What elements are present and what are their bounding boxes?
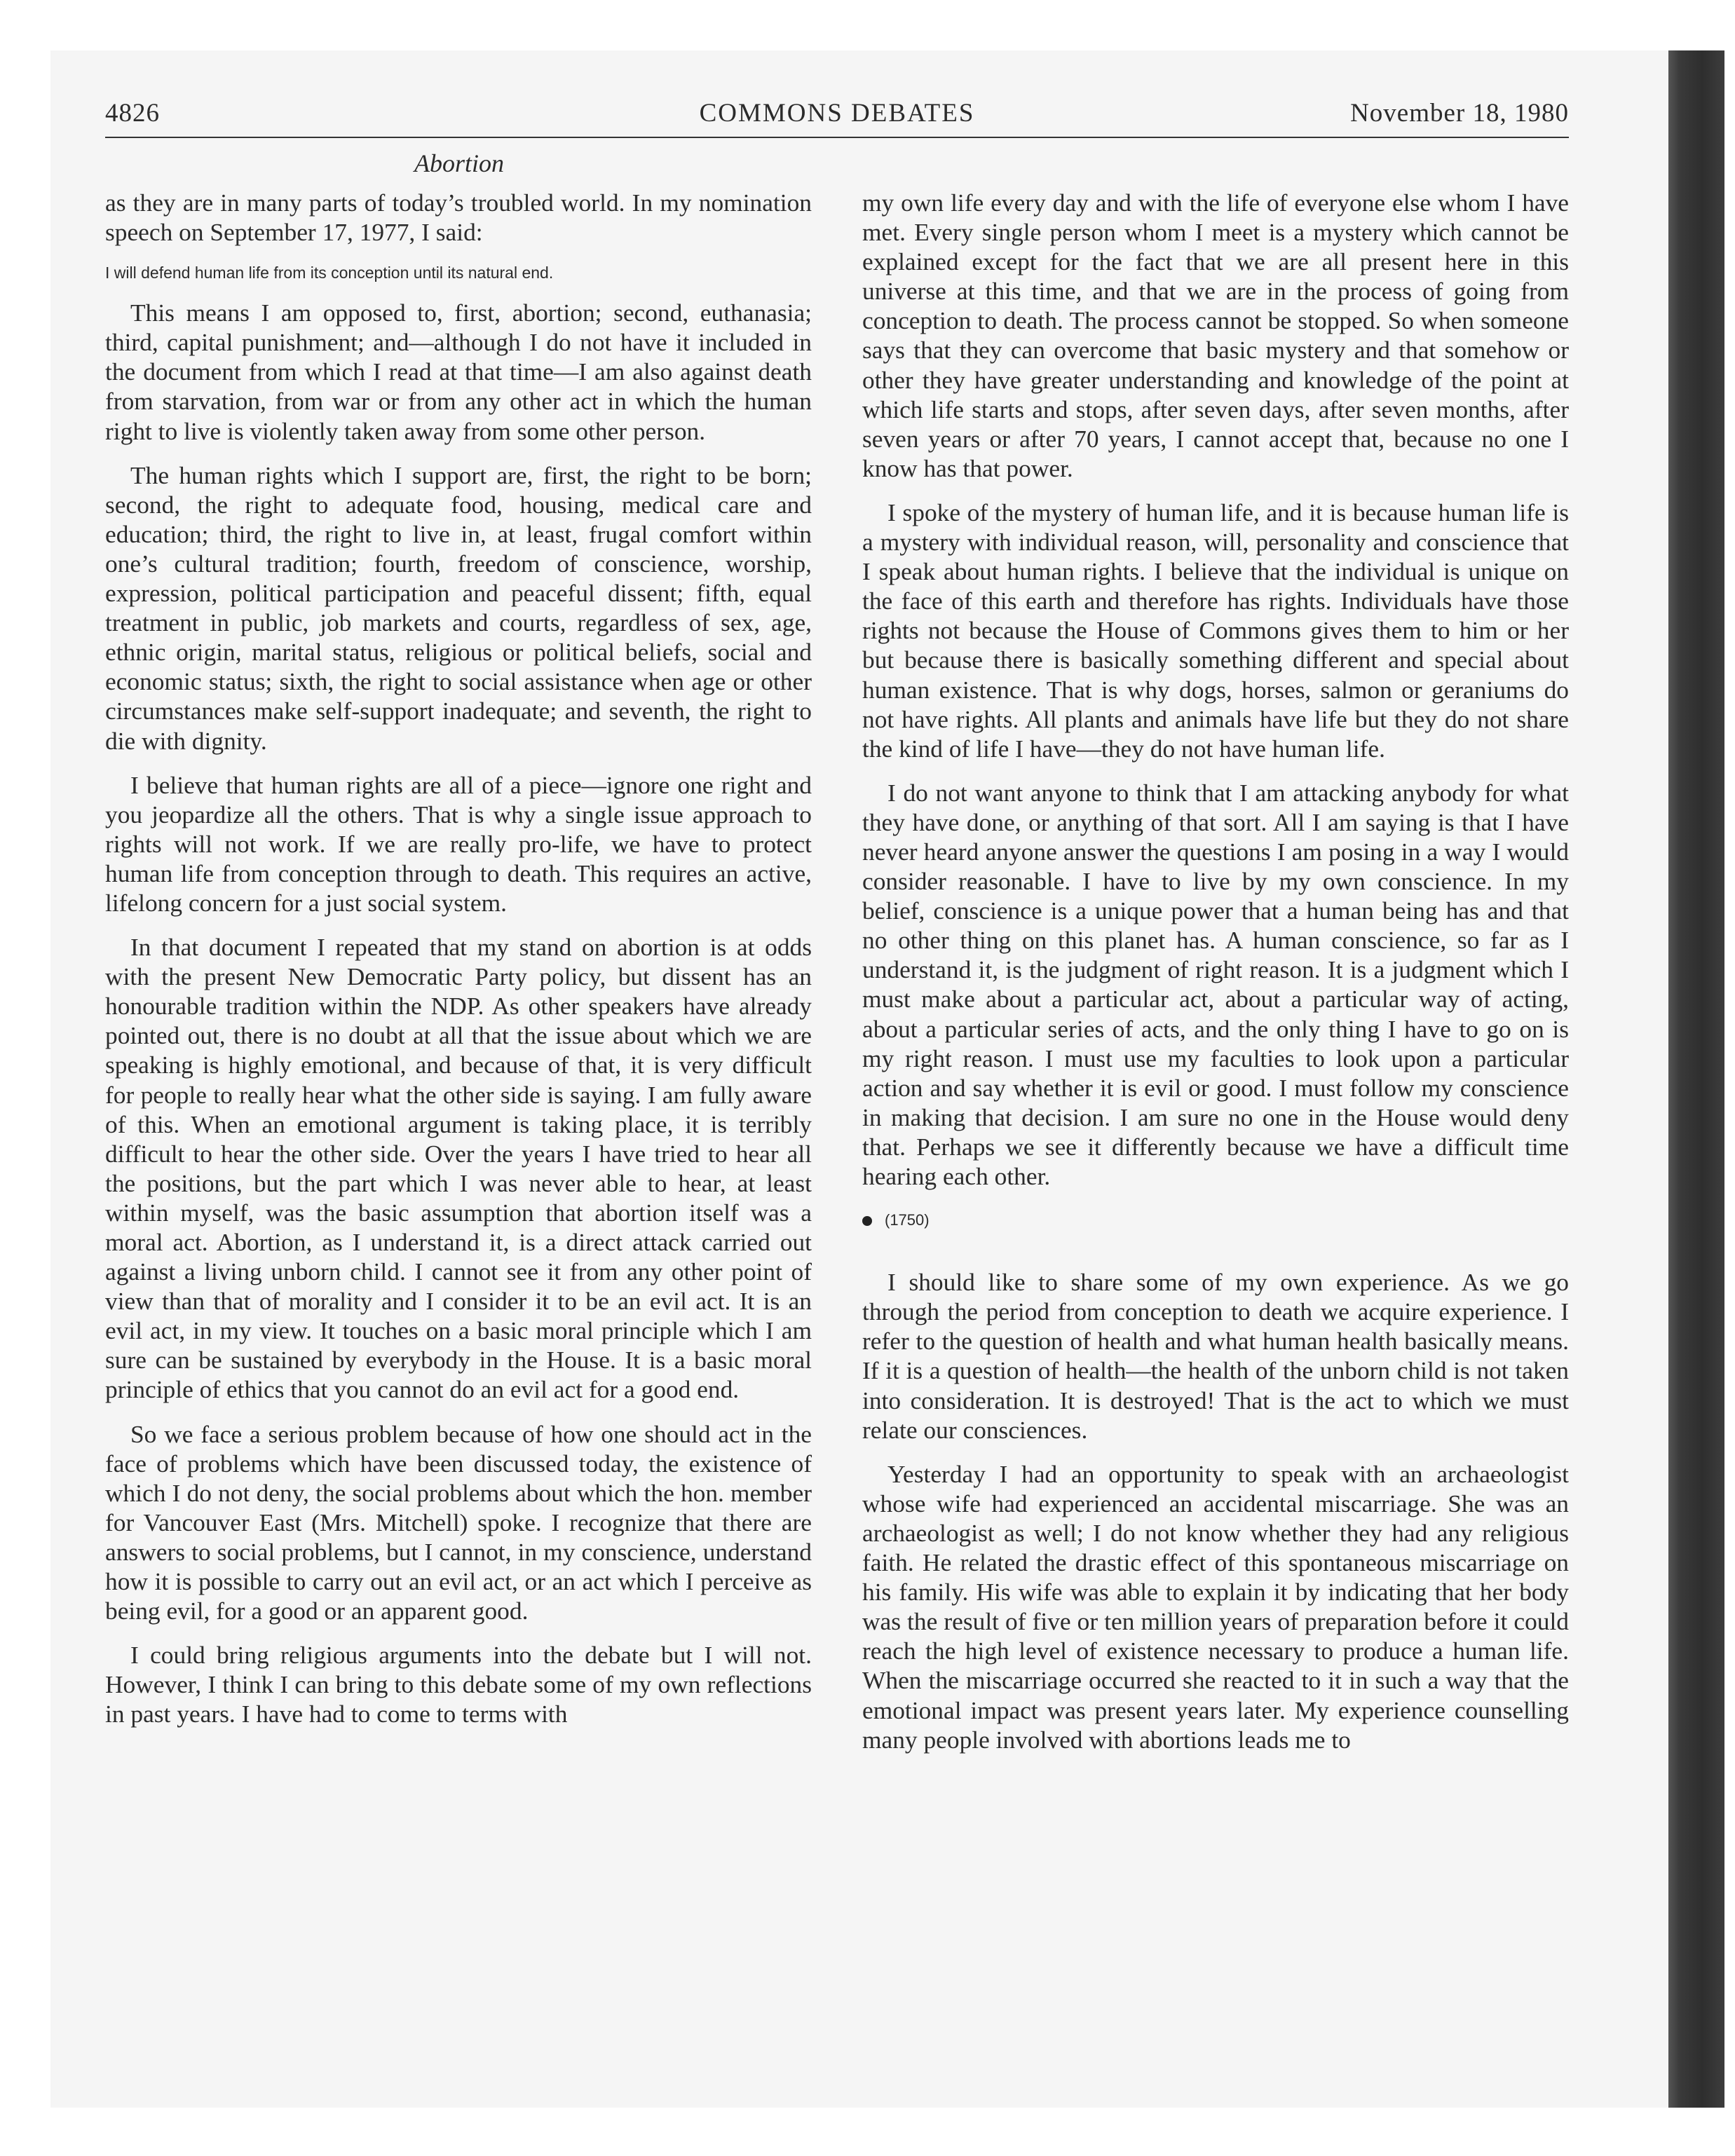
right-column [862,188,1569,1769]
bullet-icon [862,1216,872,1226]
paragraph: In that document I repeated that my stand on abortion is at odds with the present New Democratic Party policy, but dissent has an honourable tradition within the NDP. As other speakers have already pointed out, there is no doubt at all that the issue about which we are speaking is highly emotional, and because of that, it is very difficult for people to really hear what the other side is saying. I am fully aware of this. When an emotional argument is taking place, it is terribly difficult to hear the other side. Over the years I have tried to hear all the positions, but the part which I was never able to hear, at least within myself, was the basic assumption that abortion itself was a moral act. Abortion, as I understand it, is a direct attack carried out against a living unborn child. I cannot see it from any other point of view than that of morality and I consider it to be an evil act. It is an evil act, in my view. It touches on a basic moral principle which I am sure can be sustained by everybody in the House. It is a basic moral principle of ethics that you cannot do an evil act for a good end. [105,933,812,1404]
paragraph: as they are in many parts of today’s troubled world. In my nomination speech on September 17, 1977, I said: [105,189,812,247]
paragraph: my own life every day and with the life of everyone else whom I have met. Every single person whom I meet is a mystery which cannot be explained except for the fact that we are all present here in this universe at this time, and that we are in the process of going from conception to death. The process cannot be stopped. So when someone says that they can overcome that basic mystery and that somehow or other they have greater understanding and knowledge of the point at which life starts and stops, after seven days, after seven months, after seven years or after 70 years, I cannot accept that, because no one I know has that power. [862,189,1569,482]
paragraph: So we face a serious problem because of how one should act in the face of problems which have been discussed today, the existence of which I do not deny, the social problems about which the hon. member for Vancouver East (Mrs. Mitchell) spoke. I recognize that there are answers to social problems, but I cannot, in my conscience, understand how it is possible to carry out an evil act, or an act which I perceive as being evil, for a good or an apparent good. [105,1419,812,1625]
paragraph: I could bring religious arguments into the debate but I will not. However, I think I can bring to this debate some of my own reflections in past years. I have had to come to terms with [105,1641,812,1728]
time-marker-label: (1750) [885,1211,930,1229]
paragraph: I should like to share some of my own experience. As we go through the period from conception to death we acquire experience. I refer to the question of health and what human health basically means. If it is a question of health—the health of the unborn child is not taken into consideration. It is destroyed! That is the act to which we must relate our consciences. [862,1268,1569,1444]
left-column [105,188,812,1744]
paragraph: This means I am opposed to, first, abortion; second, euthanasia; third, capital punishment; and—although I do not have it included in the document from which I read at that time—I am also against death from starvation, from war or from any other act in which the human right to live is violently taken away from some other person. [105,299,812,445]
book-spine-shadow [1668,50,1724,2108]
paragraph: The human rights which I support are, first, the right to be born; second, the right to adequate food, housing, medical care and education; third, the right to live in, at least, frugal comfort within one’s cultural tradition; fourth, freedom of conscience, worship, expression, political participation and peaceful dissent; fifth, equal treatment in public, job markets and courts, regardless of sex, age, ethnic origin, marital status, religious or political beliefs, social and economic status; sixth, the right to social assistance when age or other circumstances make self-support inadequate; and seventh, the right to die with dignity. [105,460,812,755]
header-date: November 18, 1980 [1350,99,1569,128]
paragraph: I spoke of the mystery of human life, and it is because human life is a mystery with individual reason, will, personality and conscience that I speak about human rights. I believe that the individual is unique on the face of this earth and therefore has rights. Individuals have those rights not because the House of Commons gives them to him or her but because there is basically something different and special about human existence. That is why dogs, horses, salmon or geraniums do not have rights. All plants and animals have life but they do not share the kind of life I have—they do not have human life. [862,498,1569,763]
time-marker [862,1206,1569,1235]
paragraph: I believe that human rights are all of a piece—ignore one right and you jeopardize all the others. That is why a single issue approach to rights will not work. If we are really pro-life, we have to protect human life from conception through to death. This requires an active, lifelong concern for a just social system. [105,770,812,917]
page-number: 4826 [105,99,160,128]
topic-heading: Abortion [414,149,504,177]
running-header [105,98,1569,138]
publication-title: COMMONS DEBATES [699,99,975,128]
paragraph: I do not want anyone to think that I am attacking anybody for what they have done, or anything of that sort. All I am saying is that I have never heard anyone answer the questions I am posing in a way I would consider reasonable. I have to live by my own conscience. In my belief, conscience is a unique power that a human being has and that no other thing on this planet has. A human conscience, so far as I understand it, is the judgment of right reason. It is a judgment which I must make about a particular act, about a particular way of acting, about a particular series of acts, and the only thing I have to go on is my right reason. I must use my faculties to look upon a particular action and say whether it is evil or good. I must follow my conscience in making that decision. I am sure no one in the House would deny that. Perhaps we see it differently because we have a difficult time hearing each other. [862,778,1569,1190]
quotation: I will defend human life from its conception until its natural end. [105,264,554,282]
paragraph: Yesterday I had an opportunity to speak with an archaeologist whose wife had experienced an accidental miscarriage. She was an archaeologist as well; I do not know whether they had any religious faith. He related the drastic effect of this spontaneous miscarriage on his family. His wife was able to explain it by indicating that her body was the result of five or ten million years of preparation before it could reach the high level of existence necessary to produce a human life. When the miscarriage occurred she reacted to it in such a way that the emotional impact was present years later. My experience counselling many people involved with abortions leads me to [862,1459,1569,1754]
